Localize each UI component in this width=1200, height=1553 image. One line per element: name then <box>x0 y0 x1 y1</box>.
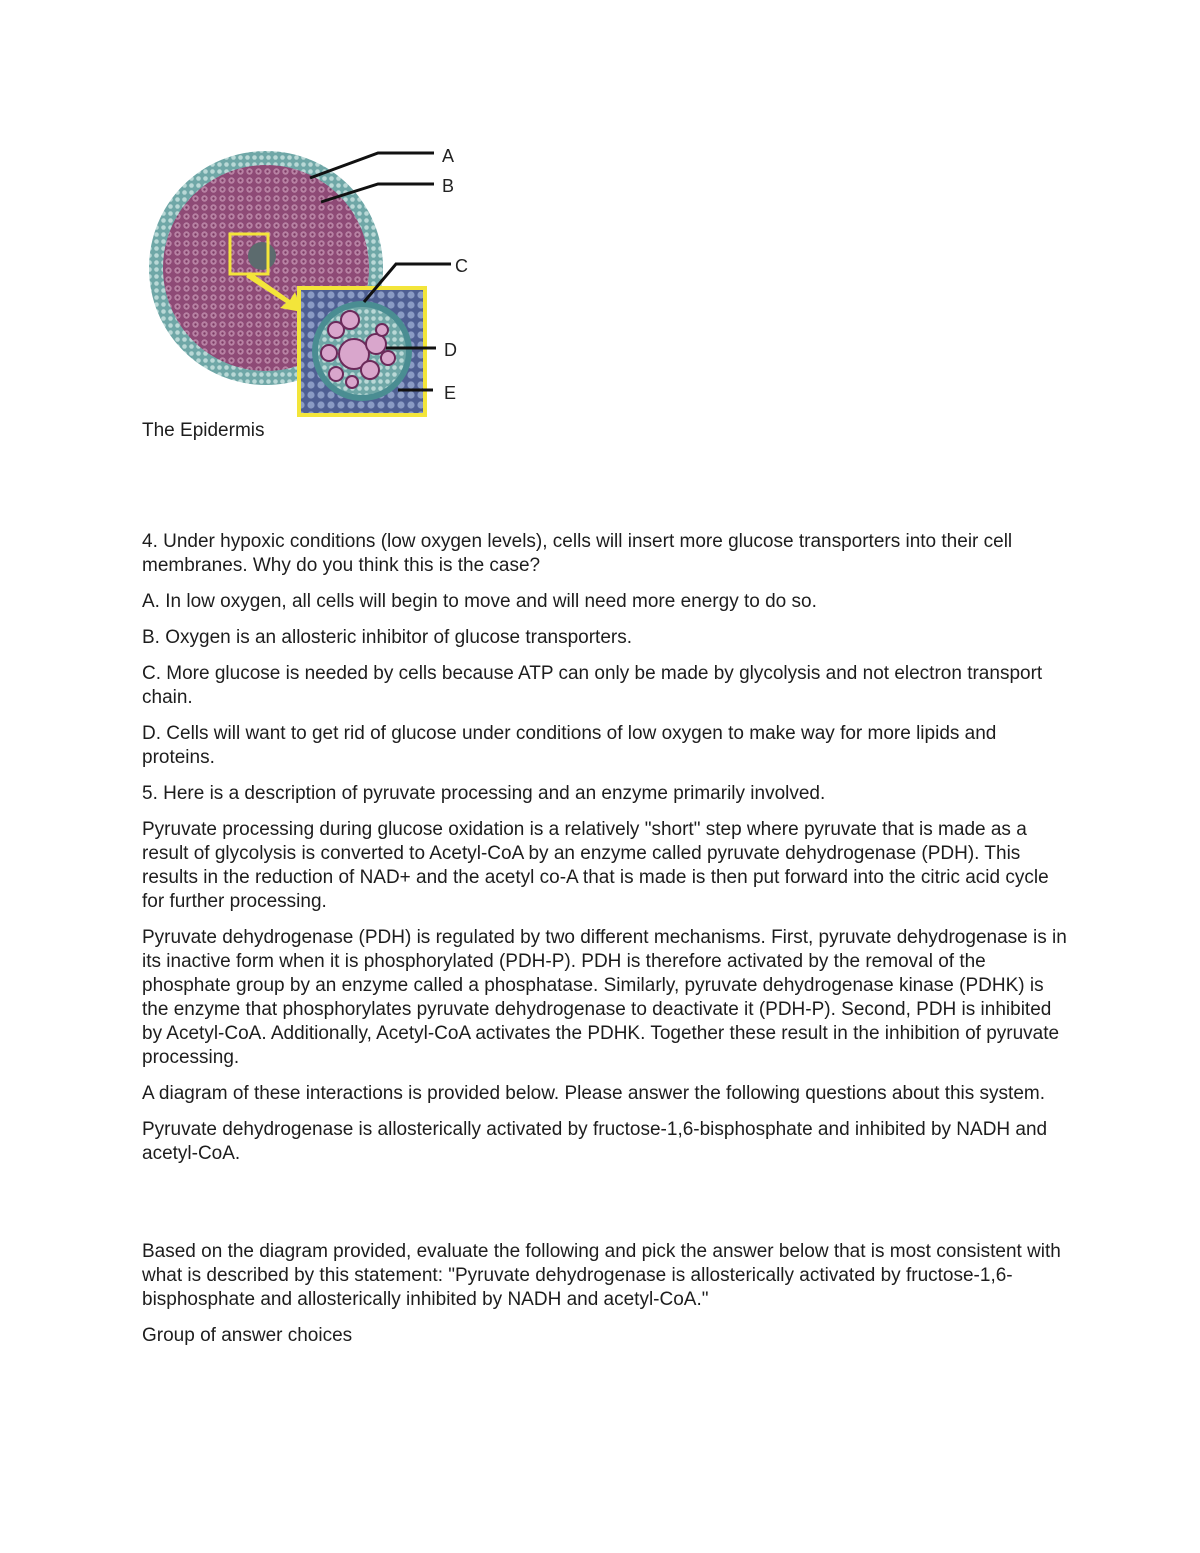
question-5-paragraph: Pyruvate dehydrogenase is allosterically activated by fructose-1,6-bisphosphate and inhibited by NADH and acetyl-CoA. <box>142 1119 1048 1164</box>
root-cross-section-illustration <box>146 140 486 425</box>
question-4-choice-a: A. In low oxygen, all cells will begin to move and will need more energy to do so. <box>142 591 817 612</box>
question-4-choice-c: C. More glucose is needed by cells because ATP can only be made by glycolysis and not electron transport chain. <box>142 663 1043 708</box>
question-5-stem: 5. Here is a description of pyruvate processing and an enzyme primarily involved. <box>142 783 826 804</box>
document-body <box>142 530 1072 1360</box>
question-4-choice-d: D. Cells will want to get rid of glucose under conditions of low oxygen to make way for more lipids and proteins. <box>142 723 997 768</box>
question-5-paragraph: Pyruvate processing during glucose oxidation is a relatively "short" step where pyruvate that is made as a result of glycolysis is converted to Acetyl-CoA by an enzyme called pyruvate dehydrogenase (PDH). This results in the reduction of NAD+ and the acetyl co-A that is made is then put forward into the citric acid cycle for further processing. <box>142 819 1049 912</box>
question-5-paragraph: Pyruvate dehydrogenase (PDH) is regulated by two different mechanisms. First, pyruvate dehydrogenase is in its inactive form when it is phosphorylated (PDH-P). PDH is therefore activated by the removal of the phosphate group by an enzyme called a phosphatase. Similarly, pyruvate dehydrogenase kinase (PDHK) is the enzyme that phosphorylates pyruvate dehydrogenase to deactivate it (PDH-P). Second, PDH is inhibited by Acetyl-CoA. Additionally, Acetyl-CoA activates the PDHK. Together these result in the inhibition of pyruvate processing. <box>142 927 1067 1068</box>
label-c: C <box>455 256 468 276</box>
question-5-prompt: Based on the diagram provided, evaluate the following and pick the answer below that is most consistent with what is described by this statement: "Pyruvate dehydrogenase is allosterically activated by fructose-1,6-bisphosphate and allosterically inhibited by NADH and acetyl-CoA." <box>142 1241 1061 1310</box>
label-e: E <box>444 383 457 403</box>
question-4-choice-b: B. Oxygen is an allosteric inhibitor of glucose transporters. <box>142 627 633 648</box>
figure-caption: The Epidermis <box>142 420 265 441</box>
answer-choices-label: Group of answer choices <box>142 1325 353 1346</box>
question-5-paragraph: A diagram of these interactions is provided below. Please answer the following questions about this system. <box>142 1083 1046 1104</box>
root-cross-section-figure <box>146 140 486 425</box>
vascular-cylinder <box>248 242 276 270</box>
label-a: A <box>442 146 455 166</box>
label-d: D <box>444 340 457 360</box>
label-b: B <box>442 176 455 196</box>
question-4-stem: 4. Under hypoxic conditions (low oxygen levels), cells will insert more glucose transporters into their cell membranes. Why do you think this is the case? <box>142 531 1013 576</box>
